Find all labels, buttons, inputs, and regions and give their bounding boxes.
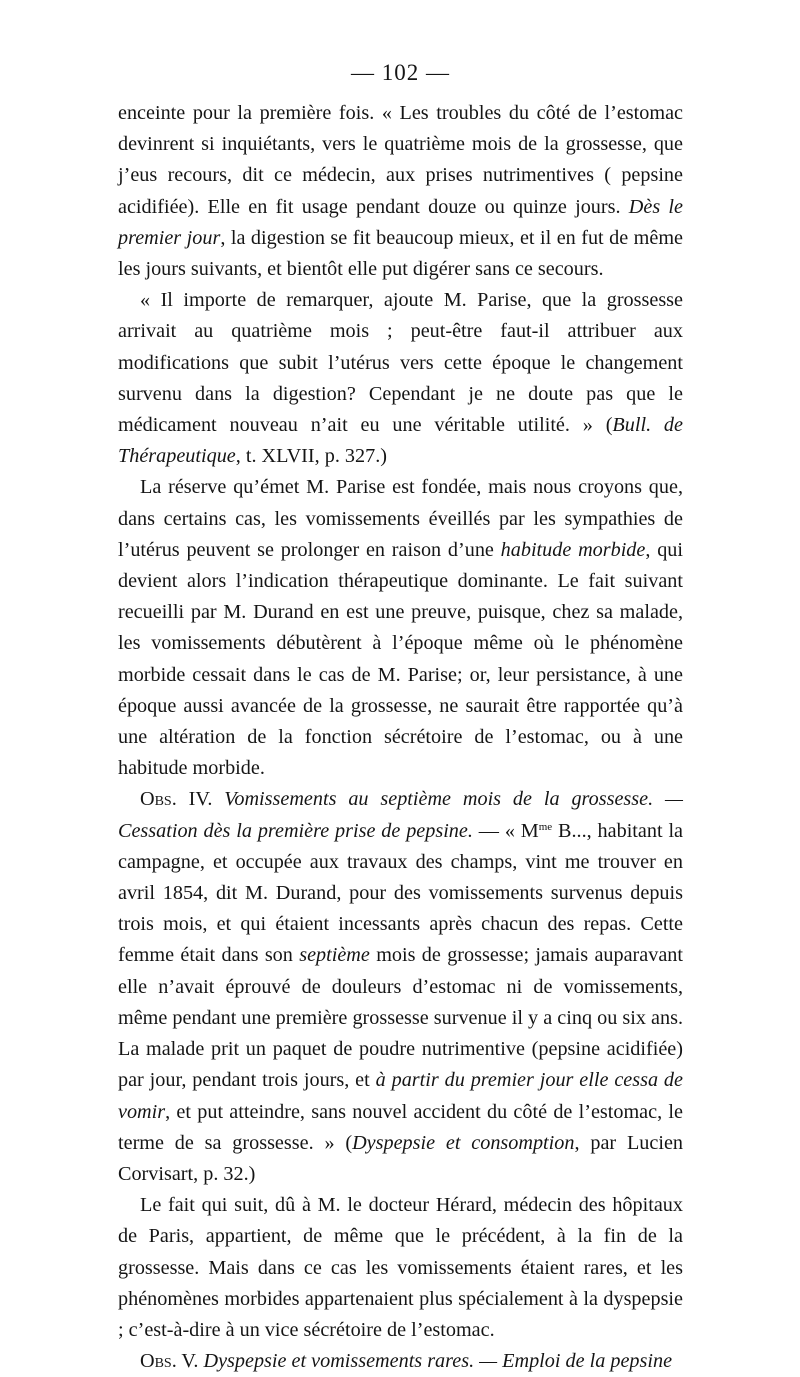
italic-text: habitude morbide bbox=[500, 538, 646, 561]
text-run: Le fait qui suit, dû à M. le docteur Hérard, médecin des hôpitaux de Paris, appartient, de même que le précédent, à la fin de la grossesse. Mais dans ce cas les vomissements étaient rares, et les phénomènes morbides appartenaient plus spécialement à la dyspepsie ; c’est-à-dire à un vice sécrétoire de l’estomac. bbox=[118, 1194, 683, 1341]
superscript: me bbox=[538, 820, 553, 833]
text-run: — « M bbox=[472, 819, 539, 842]
paragraph-3 bbox=[118, 472, 683, 784]
paragraph-2 bbox=[118, 285, 683, 472]
text-run: , t. XLVII, p. 327.) bbox=[235, 445, 387, 468]
paragraph-5 bbox=[118, 1190, 683, 1346]
italic-text: Dyspepsie et consomption bbox=[352, 1131, 575, 1154]
page-number: — 102 — bbox=[351, 60, 450, 85]
italic-text: à partir du premier jour elle cessa de vomir bbox=[118, 1069, 683, 1123]
text-run: B..., habitant la campagne, et occupée aux travaux des champs, vint me trouver en avril 1854, dit M. Durand, pour des vomissements survenus depuis trois mois, et qui étaient incessants après chacun des repas. Cette femme était dans son bbox=[118, 819, 684, 967]
text-run: , et put atteindre, sans nouvel accident du côté de l’estomac, le terme de sa grossesse. » ( bbox=[118, 1100, 683, 1154]
italic-text: Vomissements au septième mois de la grossesse. — Cessation dès la première prise de pepsine. bbox=[118, 788, 683, 842]
text-run: « Il importe de remarquer, ajoute M. Parise, que la grossesse arrivait au quatrième mois ; peut-être faut-il attribuer aux modifications que subit l’utérus vers cette époque le changement survenu dans la digestion? Cependant je ne doute pas que le médicament nouveau n’ait eu une véritable utilité. » ( bbox=[118, 289, 683, 437]
paragraph-obs-4 bbox=[118, 784, 683, 1190]
paragraph-obs-5 bbox=[118, 1346, 683, 1377]
italic-text: Bull. de Thérapeutique bbox=[118, 414, 683, 468]
italic-text: Dyspepsie et vomissements rares. — Emploi de la pepsine bbox=[203, 1350, 673, 1373]
italic-text: septième bbox=[299, 944, 370, 967]
text-run: enceinte pour la première fois. « Les troubles du côté de l’estomac devinrent si inquiétants, vers le quatrième mois de la grossesse, que j’eus recours, dit ce médecin, aux prises nutrimentives ( pepsine acidifiée). Elle en fit usage pendant douze ou quinze jours. bbox=[118, 102, 683, 218]
observation-heading: Obs. IV. bbox=[140, 788, 213, 811]
paragraph-1 bbox=[118, 98, 683, 285]
text-run: , par Lucien Corvisart, p. 32.) bbox=[118, 1131, 683, 1185]
text-run: , qui devient alors l’indication thérapeutique dominante. Le fait suivant recueilli par M. Durand en est une preuve, puisque, chez sa malade, les vomissements débutèrent à l’époque même où le phénomène morbide cessait dans le cas de M. Parise; or, leur persistance, à une époque aussi avancée de la grossesse, ne saurait être rapportée qu’à une altération de la fonction sécrétoire de l’estomac, ou à une habitude morbide. bbox=[118, 538, 683, 780]
text-run: mois de grossesse; jamais auparavant elle n’avait éprouvé de douleurs d’estomac ni de vomissements, même pendant une première grossesse survenue il y a cinq ou six ans. La malade prit un paquet de poudre nutrimentive (pepsine acidifiée) par jour, pendant trois jours, et bbox=[118, 944, 683, 1092]
page bbox=[118, 58, 683, 1377]
text-run: , la digestion se fit beaucoup mieux, et il en fut de même les jours suivants, et bientôt elle put digérer sans ce secours. bbox=[118, 226, 683, 281]
text-run: La réserve qu’émet M. Parise est fondée, mais nous croyons que, dans certains cas, les vomissements éveillés par les sympathies de l’utérus peuvent se prolonger en raison d’une bbox=[118, 476, 683, 561]
observation-heading: Obs. V. bbox=[140, 1350, 199, 1373]
italic-text: Dès le premier jour bbox=[118, 195, 683, 249]
